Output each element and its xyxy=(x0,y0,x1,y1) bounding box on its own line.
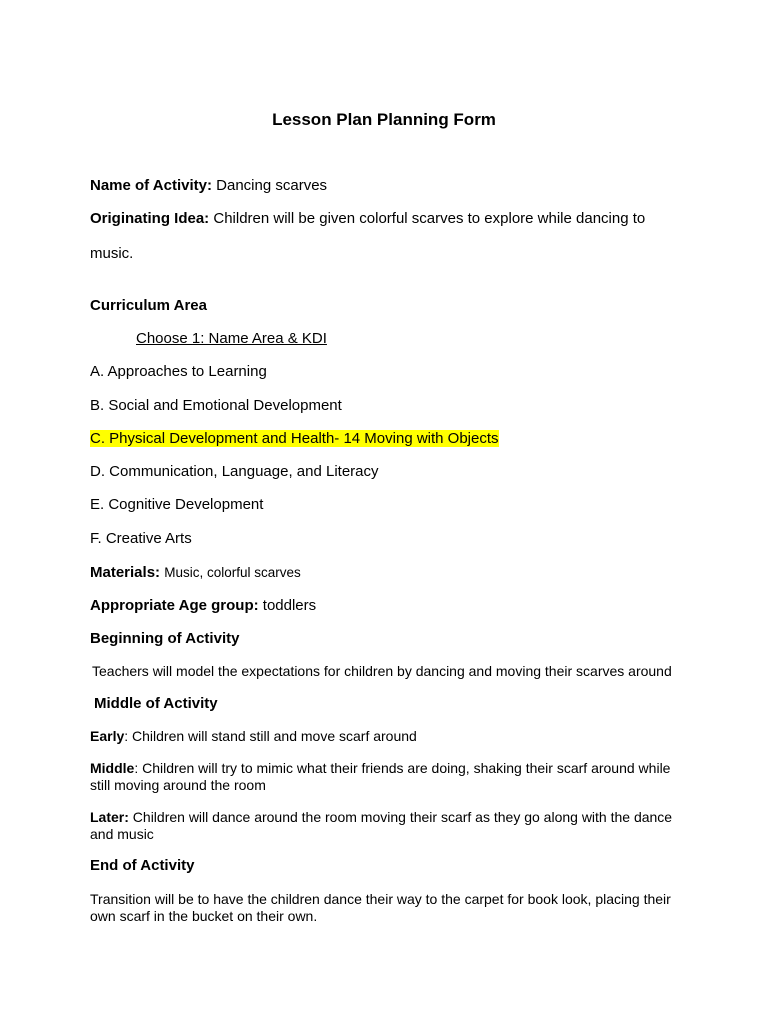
beginning-text: Teachers will model the expectations for children by dancing and moving their scarves around xyxy=(92,663,672,679)
early-text: : Children will stand still and move scarf around xyxy=(124,728,417,744)
selected-area-highlight: C. Physical Development and Health- 14 Moving with Objects xyxy=(90,430,499,447)
curriculum-area-f: F. Creative Arts xyxy=(90,530,192,547)
early-label: Early xyxy=(90,728,125,744)
materials-value: Music, colorful scarves xyxy=(164,565,301,580)
curriculum-area-d: D. Communication, Language, and Literacy xyxy=(90,463,379,480)
curriculum-area-b: B. Social and Emotional Development xyxy=(90,397,342,414)
curriculum-instruction: Choose 1: Name Area & KDI xyxy=(136,330,327,347)
age-group-value: toddlers xyxy=(262,597,317,614)
curriculum-area-e: E. Cognitive Development xyxy=(90,496,264,513)
curriculum-area-heading: Curriculum Area xyxy=(90,297,207,314)
middle-middle-paragraph xyxy=(90,760,672,793)
page-title: Lesson Plan Planning Form xyxy=(272,110,496,129)
name-of-activity-label: Name of Activity: xyxy=(90,177,212,194)
later-text: Children will dance around the room moving their scarf as they go along with the dance and music xyxy=(90,809,673,842)
originating-idea-row xyxy=(90,210,645,228)
name-of-activity-value: Dancing scarves xyxy=(216,177,328,194)
originating-idea-label: Originating Idea: xyxy=(90,210,210,227)
age-group-label: Appropriate Age group: xyxy=(90,597,259,614)
name-of-activity-row xyxy=(90,177,327,195)
middle-label: Middle xyxy=(90,760,135,776)
age-group-row xyxy=(90,597,316,615)
middle-early-paragraph xyxy=(90,728,680,745)
beginning-heading: Beginning of Activity xyxy=(90,630,240,647)
middle-later-paragraph xyxy=(90,809,680,842)
end-text: Transition will be to have the children dance their way to the carpet for book look, placing their own scarf in the bucket on their own. xyxy=(90,891,671,924)
originating-idea-continuation: music. xyxy=(90,245,134,262)
materials-row xyxy=(90,564,301,582)
end-heading: End of Activity xyxy=(90,857,195,874)
middle-heading: Middle of Activity xyxy=(94,695,218,712)
middle-text: : Children will try to mimic what their friends are doing, shaking their scarf around while still moving around the room xyxy=(90,760,671,793)
materials-label: Materials: xyxy=(90,564,161,581)
curriculum-area-c-selected xyxy=(90,430,499,448)
later-label: Later: xyxy=(90,809,129,825)
curriculum-area-a: A. Approaches to Learning xyxy=(90,363,267,380)
originating-idea-value: Children will be given colorful scarves to explore while dancing to xyxy=(213,210,646,227)
